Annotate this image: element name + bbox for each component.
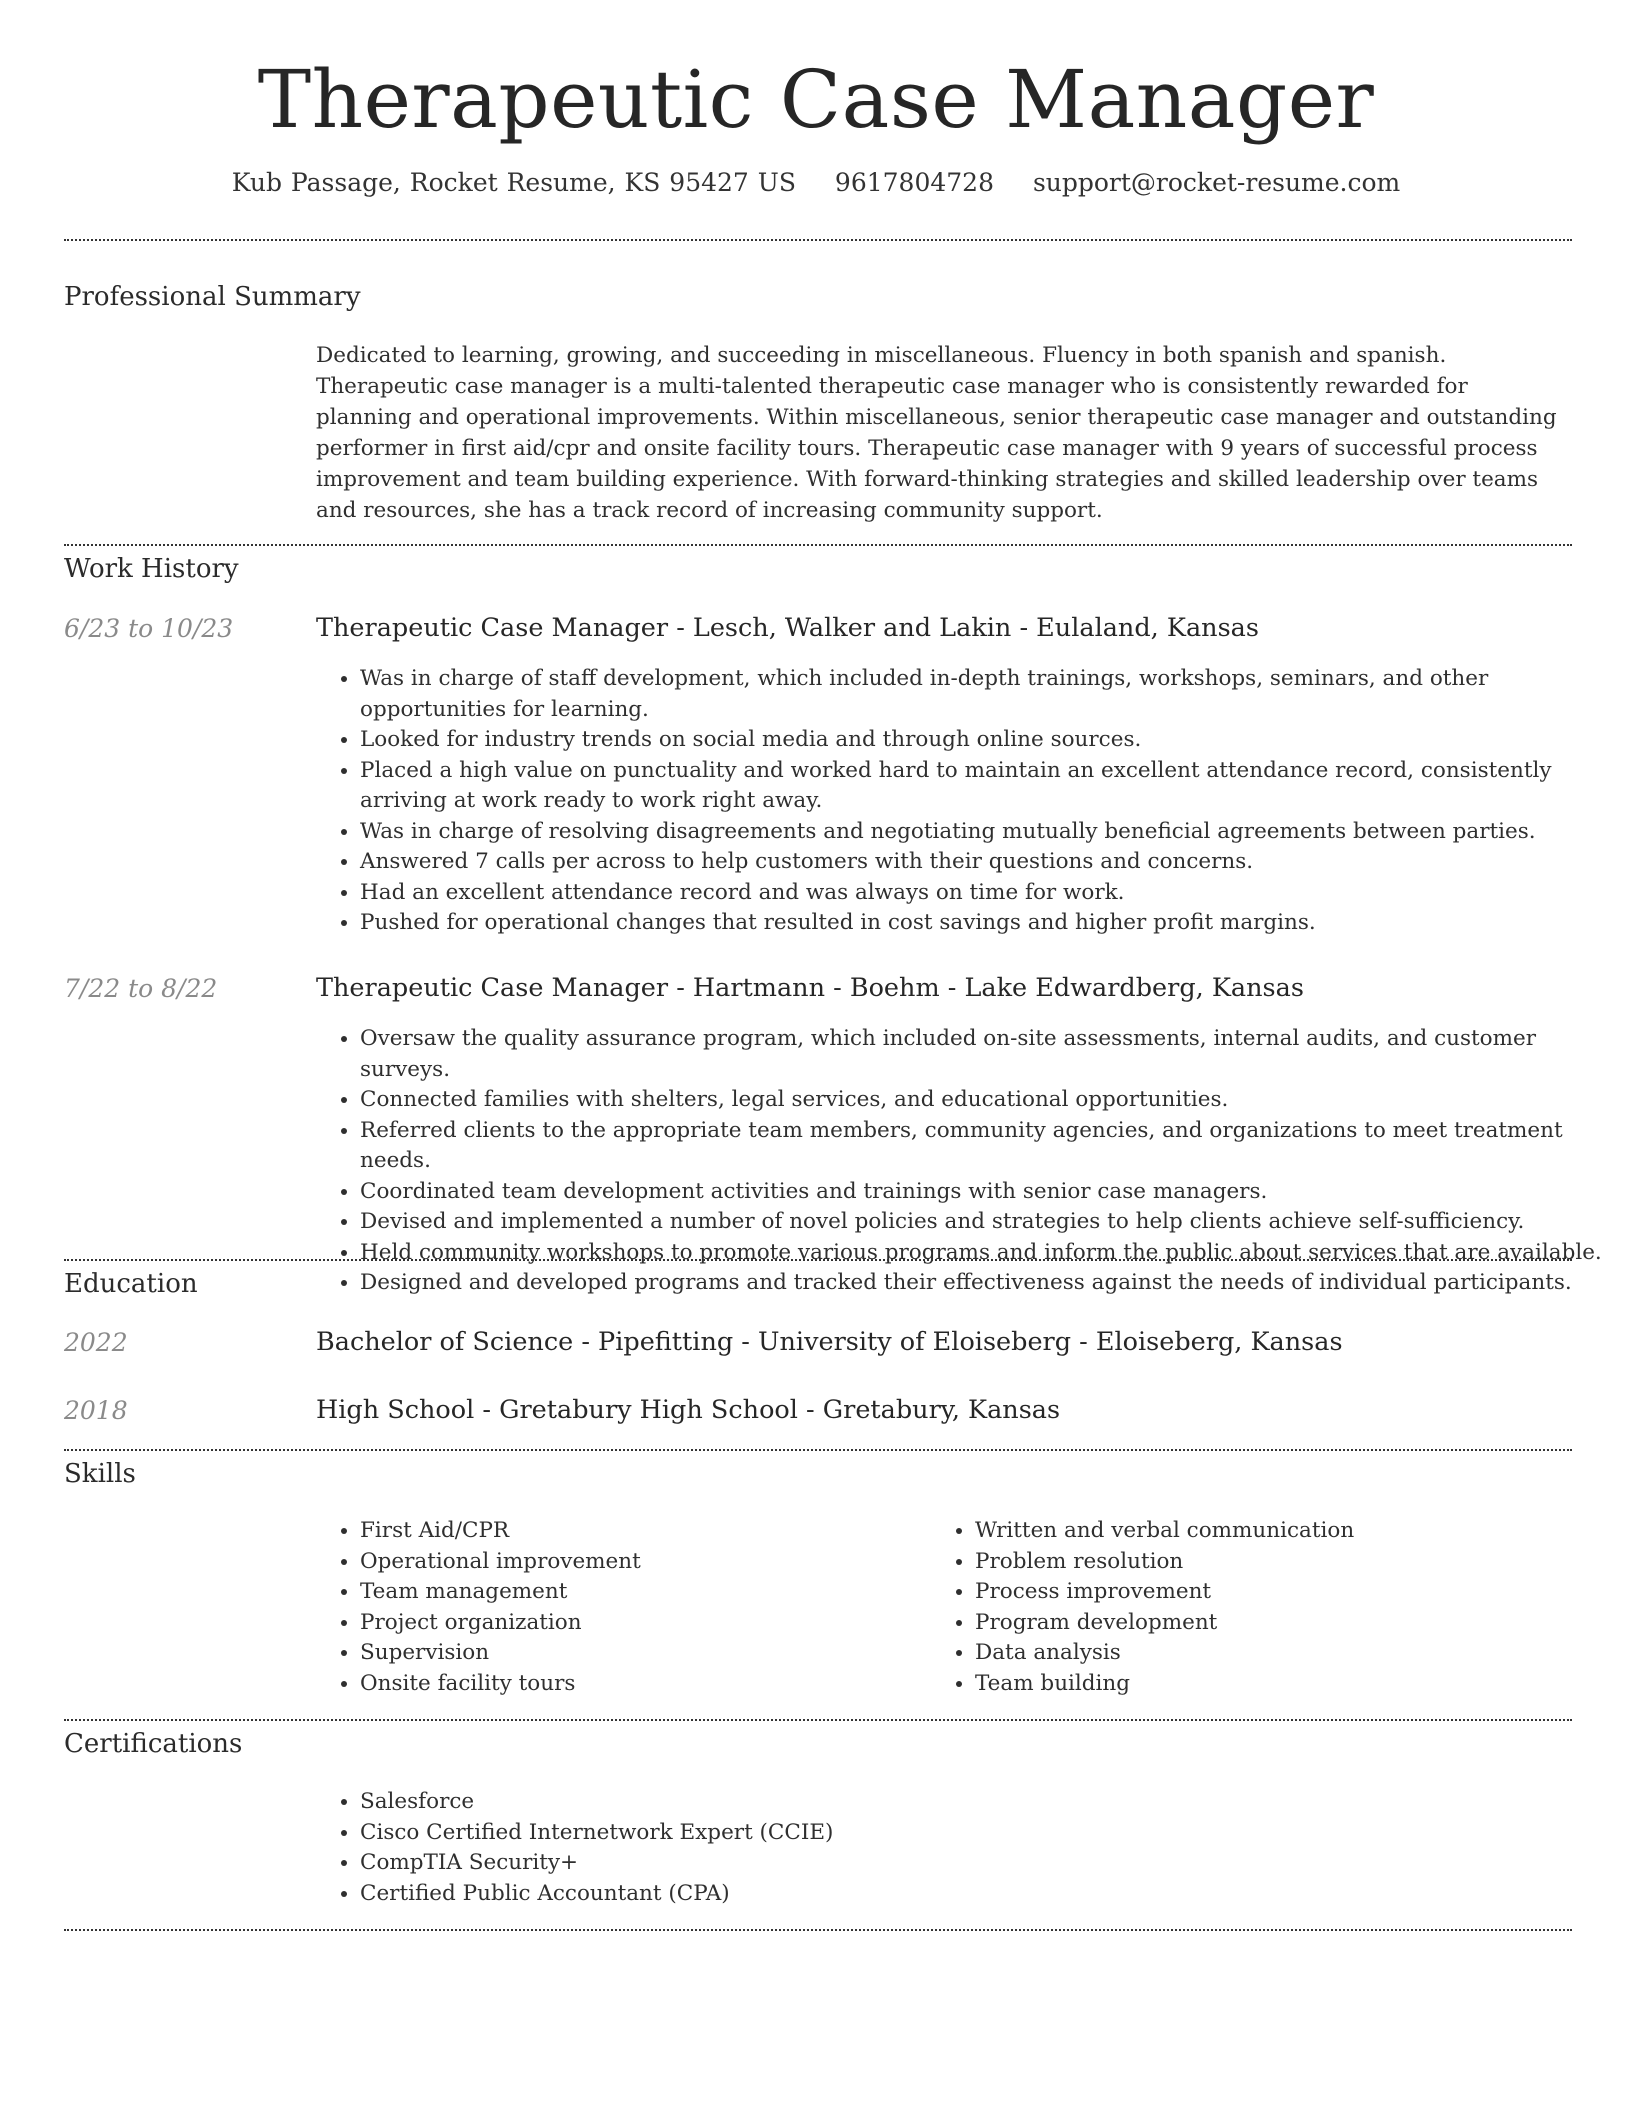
divider <box>64 1929 1572 1931</box>
divider <box>64 1449 1572 1451</box>
job-title: Therapeutic Case Manager - Hartmann - Boehm - Lake Edwardberg, Kansas <box>316 973 1304 1003</box>
page-title: Therapeutic Case Manager <box>257 53 1375 146</box>
list-item: • Team management <box>360 1577 920 1608</box>
divider <box>64 239 1572 241</box>
list-item: • Had an excellent attendance record and was always on time for work. <box>360 878 1620 909</box>
job-bullets <box>316 664 1620 939</box>
resume-header <box>0 0 1632 197</box>
contact-email: support@rocket-resume.com <box>1032 168 1401 197</box>
list-item: • Operational improvement <box>360 1547 920 1578</box>
job-title: Therapeutic Case Manager - Lesch, Walker and Lakin - Eulaland, Kansas <box>316 613 1259 643</box>
section-title-work: Work History <box>64 554 239 584</box>
list-item: • Data analysis <box>975 1638 1535 1669</box>
job-dates: 7/22 to 8/22 <box>64 974 218 1003</box>
list-item: • Cisco Certified Internetwork Expert (CCIE) <box>360 1818 1620 1849</box>
section-title-education: Education <box>64 1269 198 1299</box>
education-entry: Bachelor of Science - Pipefitting - University of Eloiseberg - Eloiseberg, Kansas <box>316 1327 1343 1357</box>
divider <box>64 1719 1572 1721</box>
list-item: • Process improvement <box>975 1577 1535 1608</box>
education-year: 2022 <box>64 1328 128 1357</box>
list-item: • Designed and developed programs and tracked their effectiveness against the needs of individual participants. <box>360 1268 1620 1299</box>
list-item: • CompTIA Security+ <box>360 1848 1620 1879</box>
list-item: • Placed a high value on punctuality and worked hard to maintain an excellent attendance record, consistently arriving at work ready to work right away. <box>360 756 1620 817</box>
list-item: • Oversaw the quality assurance program, which included on-site assessments, internal audits, and customer surveys. <box>360 1024 1620 1085</box>
list-item: • Was in charge of staff development, which included in-depth trainings, workshops, seminars, and other opportunities for learning. <box>360 664 1620 725</box>
list-item: • Devised and implemented a number of novel policies and strategies to help clients achieve self-sufficiency. <box>360 1207 1620 1238</box>
list-item: • Onsite facility tours <box>360 1669 920 1700</box>
section-title-skills: Skills <box>64 1459 136 1489</box>
divider <box>64 544 1572 546</box>
list-item: • Supervision <box>360 1638 920 1669</box>
certifications-list <box>316 1787 1620 1909</box>
list-item: • Team building <box>975 1669 1535 1700</box>
summary-text: Dedicated to learning, growing, and succeeding in miscellaneous. Fluency in both spanish and spanish. Therapeutic case manager is a multi-talented therapeutic case manager who is consistently rewarded for planning and operational improvements. Within miscellaneous, senior therapeutic case manager and outstanding performer in first aid/cpr and onsite facility tours. Therapeutic case manager with 9 years of successful process improvement and team building experience. With forward-thinking strategies and skilled leadership over teams and resources, she has a track record of increasing community support. <box>316 343 1557 523</box>
list-item: • Held community workshops to promote various programs and inform the public about services that are available. <box>360 1238 1620 1269</box>
education-year: 2018 <box>64 1396 128 1425</box>
list-item: • Problem resolution <box>975 1547 1535 1578</box>
section-title-certifications: Certifications <box>64 1729 243 1759</box>
list-item: • Salesforce <box>360 1787 1620 1818</box>
skills-list-left <box>316 1516 920 1699</box>
contact-address: Kub Passage, Rocket Resume, KS 95427 US <box>231 168 796 197</box>
divider <box>64 1259 1572 1261</box>
list-item: • Referred clients to the appropriate team members, community agencies, and organizations to meet treatment needs. <box>360 1116 1620 1177</box>
list-item: • Certified Public Accountant (CPA) <box>360 1879 1620 1910</box>
list-item: • Pushed for operational changes that resulted in cost savings and higher profit margins. <box>360 908 1620 939</box>
job-dates: 6/23 to 10/23 <box>64 614 234 643</box>
list-item: • Coordinated team development activities and trainings with senior case managers. <box>360 1177 1620 1208</box>
contact-phone: 9617804728 <box>834 168 994 197</box>
education-entry: High School - Gretabury High School - Gretabury, Kansas <box>316 1395 1061 1425</box>
list-item: • Connected families with shelters, legal services, and educational opportunities. <box>360 1085 1620 1116</box>
job-bullets <box>316 1024 1620 1299</box>
section-title-summary: Professional Summary <box>64 282 361 312</box>
list-item: • Answered 7 calls per across to help customers with their questions and concerns. <box>360 847 1620 878</box>
list-item: • Project organization <box>360 1608 920 1639</box>
list-item: • Program development <box>975 1608 1535 1639</box>
list-item: • Looked for industry trends on social media and through online sources. <box>360 725 1620 756</box>
contact-line <box>0 168 1632 197</box>
list-item: • Was in charge of resolving disagreements and negotiating mutually beneficial agreements between parties. <box>360 817 1620 848</box>
list-item: • Written and verbal communication <box>975 1516 1535 1547</box>
list-item: • First Aid/CPR <box>360 1516 920 1547</box>
skills-list-right <box>931 1516 1535 1699</box>
